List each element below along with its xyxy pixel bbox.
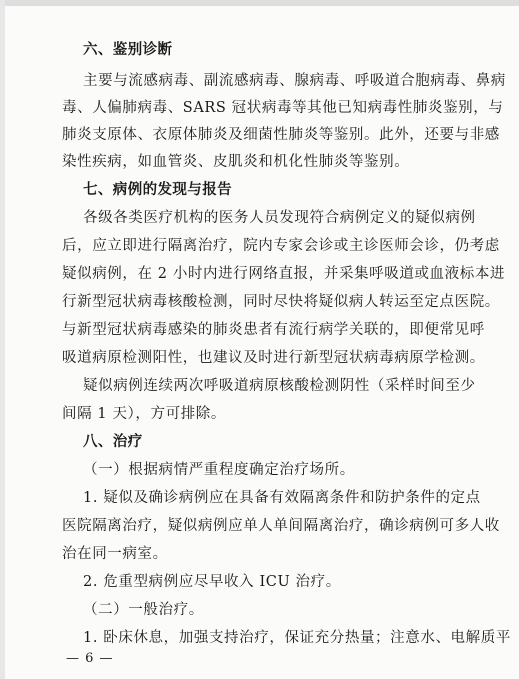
page-number: — 6 — [66,651,114,666]
paragraph-line: 与新型冠状病毒感染的肺炎患者有流行病学关联的，即便常见呼 [62,322,485,338]
section-heading-case-discovery-reporting: 七、病例的发现与报告 [83,182,232,198]
paragraph-line: 后，应立即进行隔离治疗，院内专家会诊或主诊医师会诊，仍考虑 [62,238,500,254]
paragraph-line: 主要与流感病毒、副流感病毒、腺病毒、呼吸道合胞病毒、鼻病 [83,73,506,89]
subsection-heading-treatment-location: （一）根据病情严重程度确定治疗场所。 [83,462,355,478]
paragraph-line: 疑似病例连续两次呼吸道病原核酸检测阴性（采样时间至少 [83,378,476,394]
paragraph-line: 医院隔离治疗，疑似病例应单人单间隔离治疗，确诊病例可多人收 [62,518,500,534]
scan-edge-left [0,0,5,679]
paragraph-line: 毒、人偏肺病毒、SARS 冠状病毒等其他已知病毒性肺炎鉴别，与 [62,100,504,116]
section-heading-differential-diagnosis: 六、鉴别诊断 [83,42,173,58]
section-heading-treatment: 八、治疗 [83,434,143,450]
paragraph-line: 行新型冠状病毒核酸检测，同时尽快将疑似病人转运至定点医院。 [62,294,500,310]
paragraph-line: 1. 疑似及确诊病例应在具备有效隔离条件和防护条件的定点 [83,490,481,506]
paragraph-line: 间隔 1 天），方可排除。 [62,406,226,422]
paragraph-line: 肺炎支原体、衣原体肺炎及细菌性肺炎等鉴别。此外，还要与非感 [62,127,500,143]
paragraph-line: 染性疾病，如血管炎、皮肌炎和机化性肺炎等鉴别。 [62,154,410,170]
paragraph-line: 各级各类医疗机构的医务人员发现符合病例定义的疑似病例 [83,210,476,226]
paragraph-line: 1. 卧床休息，加强支持治疗，保证充分热量；注意水、电解质平 [83,630,511,646]
subsection-heading-general-treatment: （二）一般治疗。 [83,602,204,618]
paragraph-line: 吸道病原检测阳性，也建议及时进行新型冠状病毒病原学检测。 [62,350,485,366]
paragraph-line: 2. 危重型病例应尽早收入 ICU 治疗。 [83,574,341,590]
scan-edge-top [0,0,519,6]
paragraph-line: 疑似病例，在 2 小时内进行网络直报，并采集呼吸道或血液标本进 [62,266,506,282]
paragraph-line: 治在同一病室。 [62,546,168,562]
